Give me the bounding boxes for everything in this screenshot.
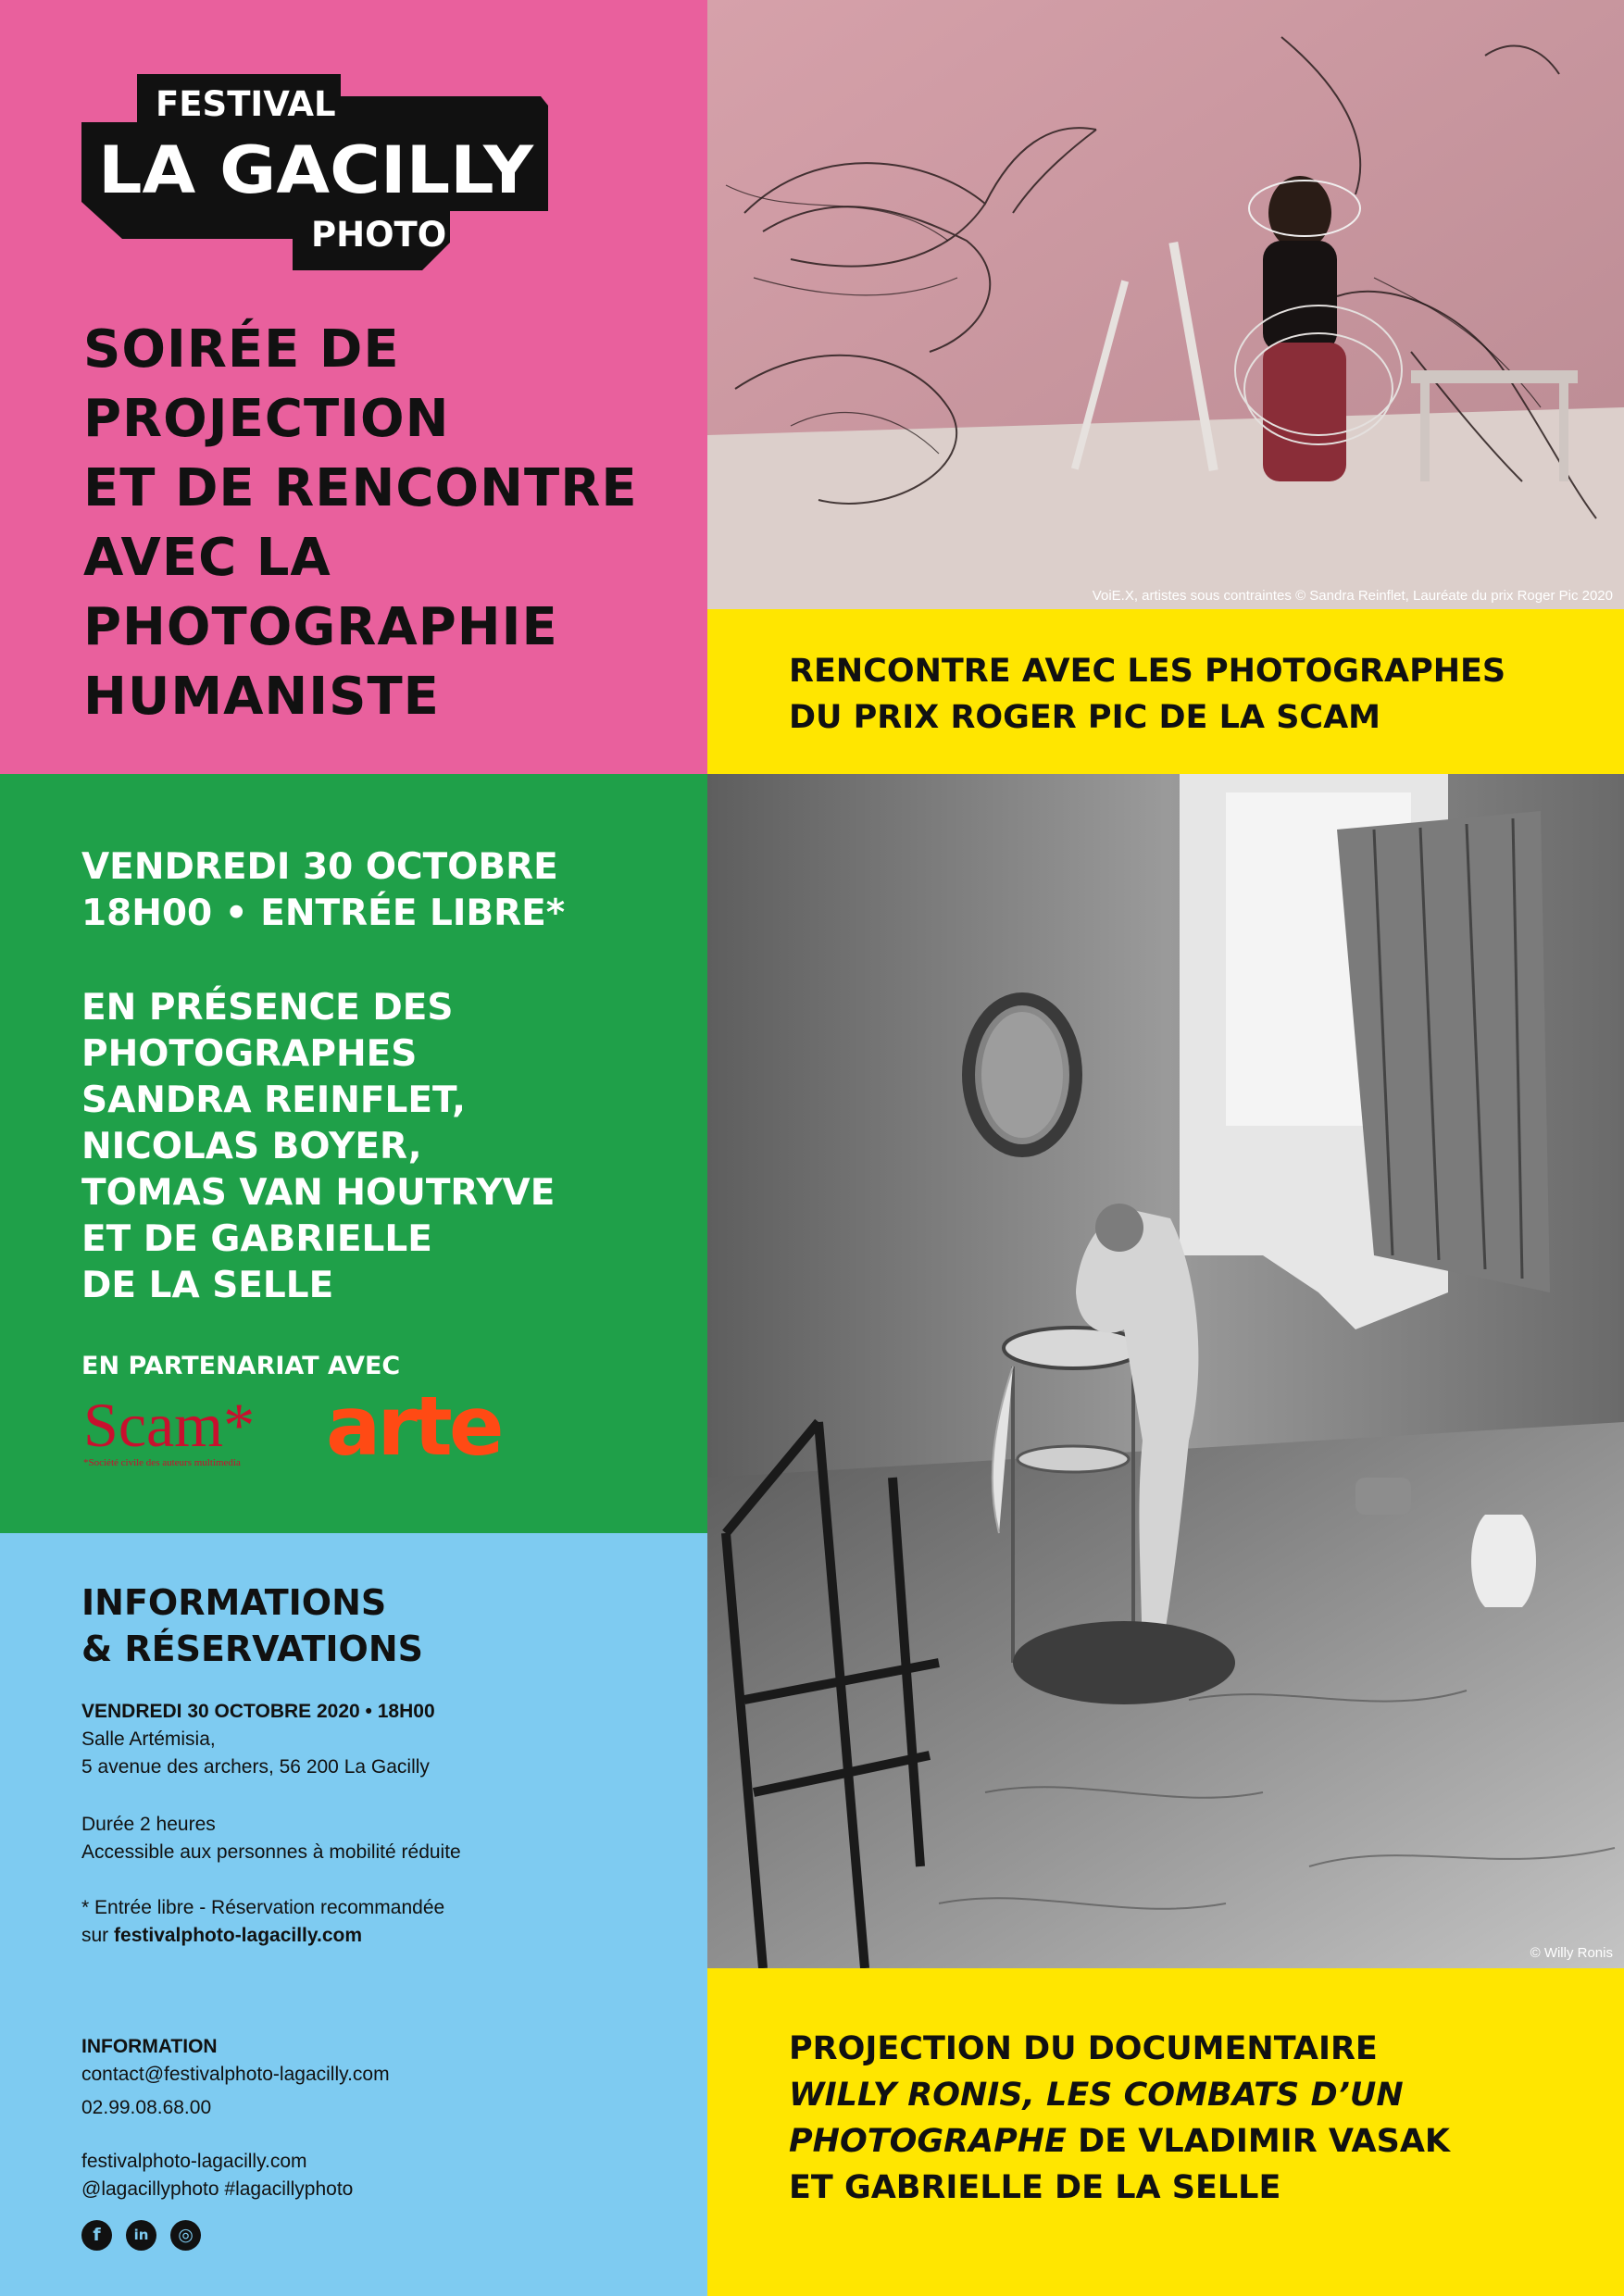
presence-line: PHOTOGRAPHES: [81, 1033, 418, 1075]
contact-label: INFORMATION: [81, 2036, 218, 2057]
info-venue: Salle Artémisia,: [81, 1728, 216, 1750]
info-address: 5 avenue des archers, 56 200 La Gacilly: [81, 1756, 430, 1778]
photo-wire-sculptures: [707, 0, 1624, 609]
logo-line-lagacilly: LA GACILLY: [98, 132, 535, 208]
title-line: AVEC LA: [83, 528, 331, 588]
info-booking-site: [81, 1922, 444, 1950]
presence-line: NICOLAS BOYER,: [81, 1126, 422, 1167]
booking-site-link[interactable]: festivalphoto-lagacilly.com: [114, 1925, 363, 1946]
title-line: SOIRÉE DE: [83, 319, 400, 380]
projection-director: DE VLADIMIR VASAK: [1066, 2123, 1451, 2160]
info-practical-block: [81, 1811, 461, 1866]
social-handles: @lagacillyphoto #lagacillyphoto: [81, 2178, 354, 2200]
event-details-panel: [0, 774, 707, 1533]
presence-list: [81, 985, 555, 1309]
presence-line: SANDRA REINFLET,: [81, 1079, 466, 1121]
event-date: VENDREDI 30 OCTOBRE: [81, 846, 558, 888]
info-accessibility: Accessible aux personnes à mobilité réduite: [81, 1841, 461, 1863]
info-datetime: VENDREDI 30 OCTOBRE 2020 • 18H00: [81, 1701, 435, 1722]
presence-line: DE LA SELLE: [81, 1265, 334, 1306]
projection-line: [789, 2118, 1450, 2165]
photo-willy-ronis: [707, 774, 1624, 1968]
facebook-icon[interactable]: f: [81, 2220, 112, 2251]
event-datetime: [81, 844, 565, 937]
info-event-block: [81, 1698, 435, 1781]
rencontre-text: [789, 648, 1505, 741]
info-heading-line: INFORMATIONS: [81, 1582, 387, 1623]
contact-phone[interactable]: 02.99.08.68.00: [81, 2097, 212, 2118]
scam-logo-text: Scam*: [83, 1390, 256, 1460]
partner-label: EN PARTENARIAT AVEC: [81, 1352, 401, 1380]
projection-line: ET GABRIELLE DE LA SELLE: [789, 2169, 1281, 2206]
arte-logo: arte: [326, 1379, 501, 1474]
projection-text: [789, 2026, 1450, 2211]
event-title: [83, 315, 685, 731]
title-line: HUMANISTE: [83, 667, 440, 727]
photo-willy-ronis-image: [707, 774, 1624, 1968]
logo-line-photo: PHOTO: [311, 215, 447, 255]
website-link[interactable]: festivalphoto-lagacilly.com: [81, 2151, 307, 2172]
rencontre-line: RENCONTRE AVEC LES PHOTOGRAPHES: [789, 653, 1506, 690]
photo-bottom-caption: © Willy Ronis: [1530, 1945, 1613, 1961]
info-duration: Durée 2 heures: [81, 1814, 216, 1835]
photo-wire-sculptures-image: [707, 0, 1624, 609]
rencontre-line: DU PRIX ROGER PIC DE LA SCAM: [789, 699, 1381, 736]
info-site-prefix: sur: [81, 1925, 115, 1946]
contact-block: [81, 2033, 390, 2122]
projection-film-title: WILLY RONIS, LES COMBATS D’UN: [789, 2077, 1404, 2114]
instagram-icon[interactable]: ◎: [170, 2220, 201, 2251]
info-heading: [81, 1579, 423, 1672]
linkedin-icon[interactable]: in: [126, 2220, 156, 2251]
info-panel: [0, 1533, 707, 2296]
presence-line: ET DE GABRIELLE: [81, 1218, 432, 1260]
title-line: PROJECTION: [83, 389, 450, 449]
contact-email-link[interactable]: contact@festivalphoto-lagacilly.com: [81, 2064, 390, 2085]
info-booking-block: [81, 1894, 444, 1950]
presence-line: EN PRÉSENCE DES: [81, 987, 454, 1029]
title-line: PHOTOGRAPHIE: [83, 597, 558, 657]
logo-line-festival: FESTIVAL: [156, 84, 336, 124]
projection-panel: [707, 1968, 1624, 2296]
web-block: [81, 2148, 353, 2203]
scam-logo-tagline: *Société civile des auteurs multimedia: [83, 1457, 241, 1468]
scam-logo: [83, 1392, 255, 1468]
projection-line: PROJECTION DU DOCUMENTAIRE: [789, 2030, 1378, 2067]
photo-top-caption: VoiE.X, artistes sous contraintes © Sandra Reinflet, Lauréate du prix Roger Pic 2020: [1092, 588, 1613, 604]
info-free-entry: * Entrée libre - Réservation recommandée: [81, 1897, 445, 1918]
rencontre-panel: [707, 609, 1624, 774]
presence-line: TOMAS VAN HOUTRYVE: [81, 1172, 556, 1214]
event-time: 18H00 • ENTRÉE LIBRE*: [81, 892, 566, 934]
festival-logo: [81, 74, 554, 270]
title-line: ET DE RENCONTRE: [83, 458, 638, 518]
projection-film-title-end: PHOTOGRAPHE: [789, 2123, 1067, 2160]
title-panel: [0, 0, 707, 774]
info-heading-line: & RÉSERVATIONS: [81, 1628, 423, 1669]
